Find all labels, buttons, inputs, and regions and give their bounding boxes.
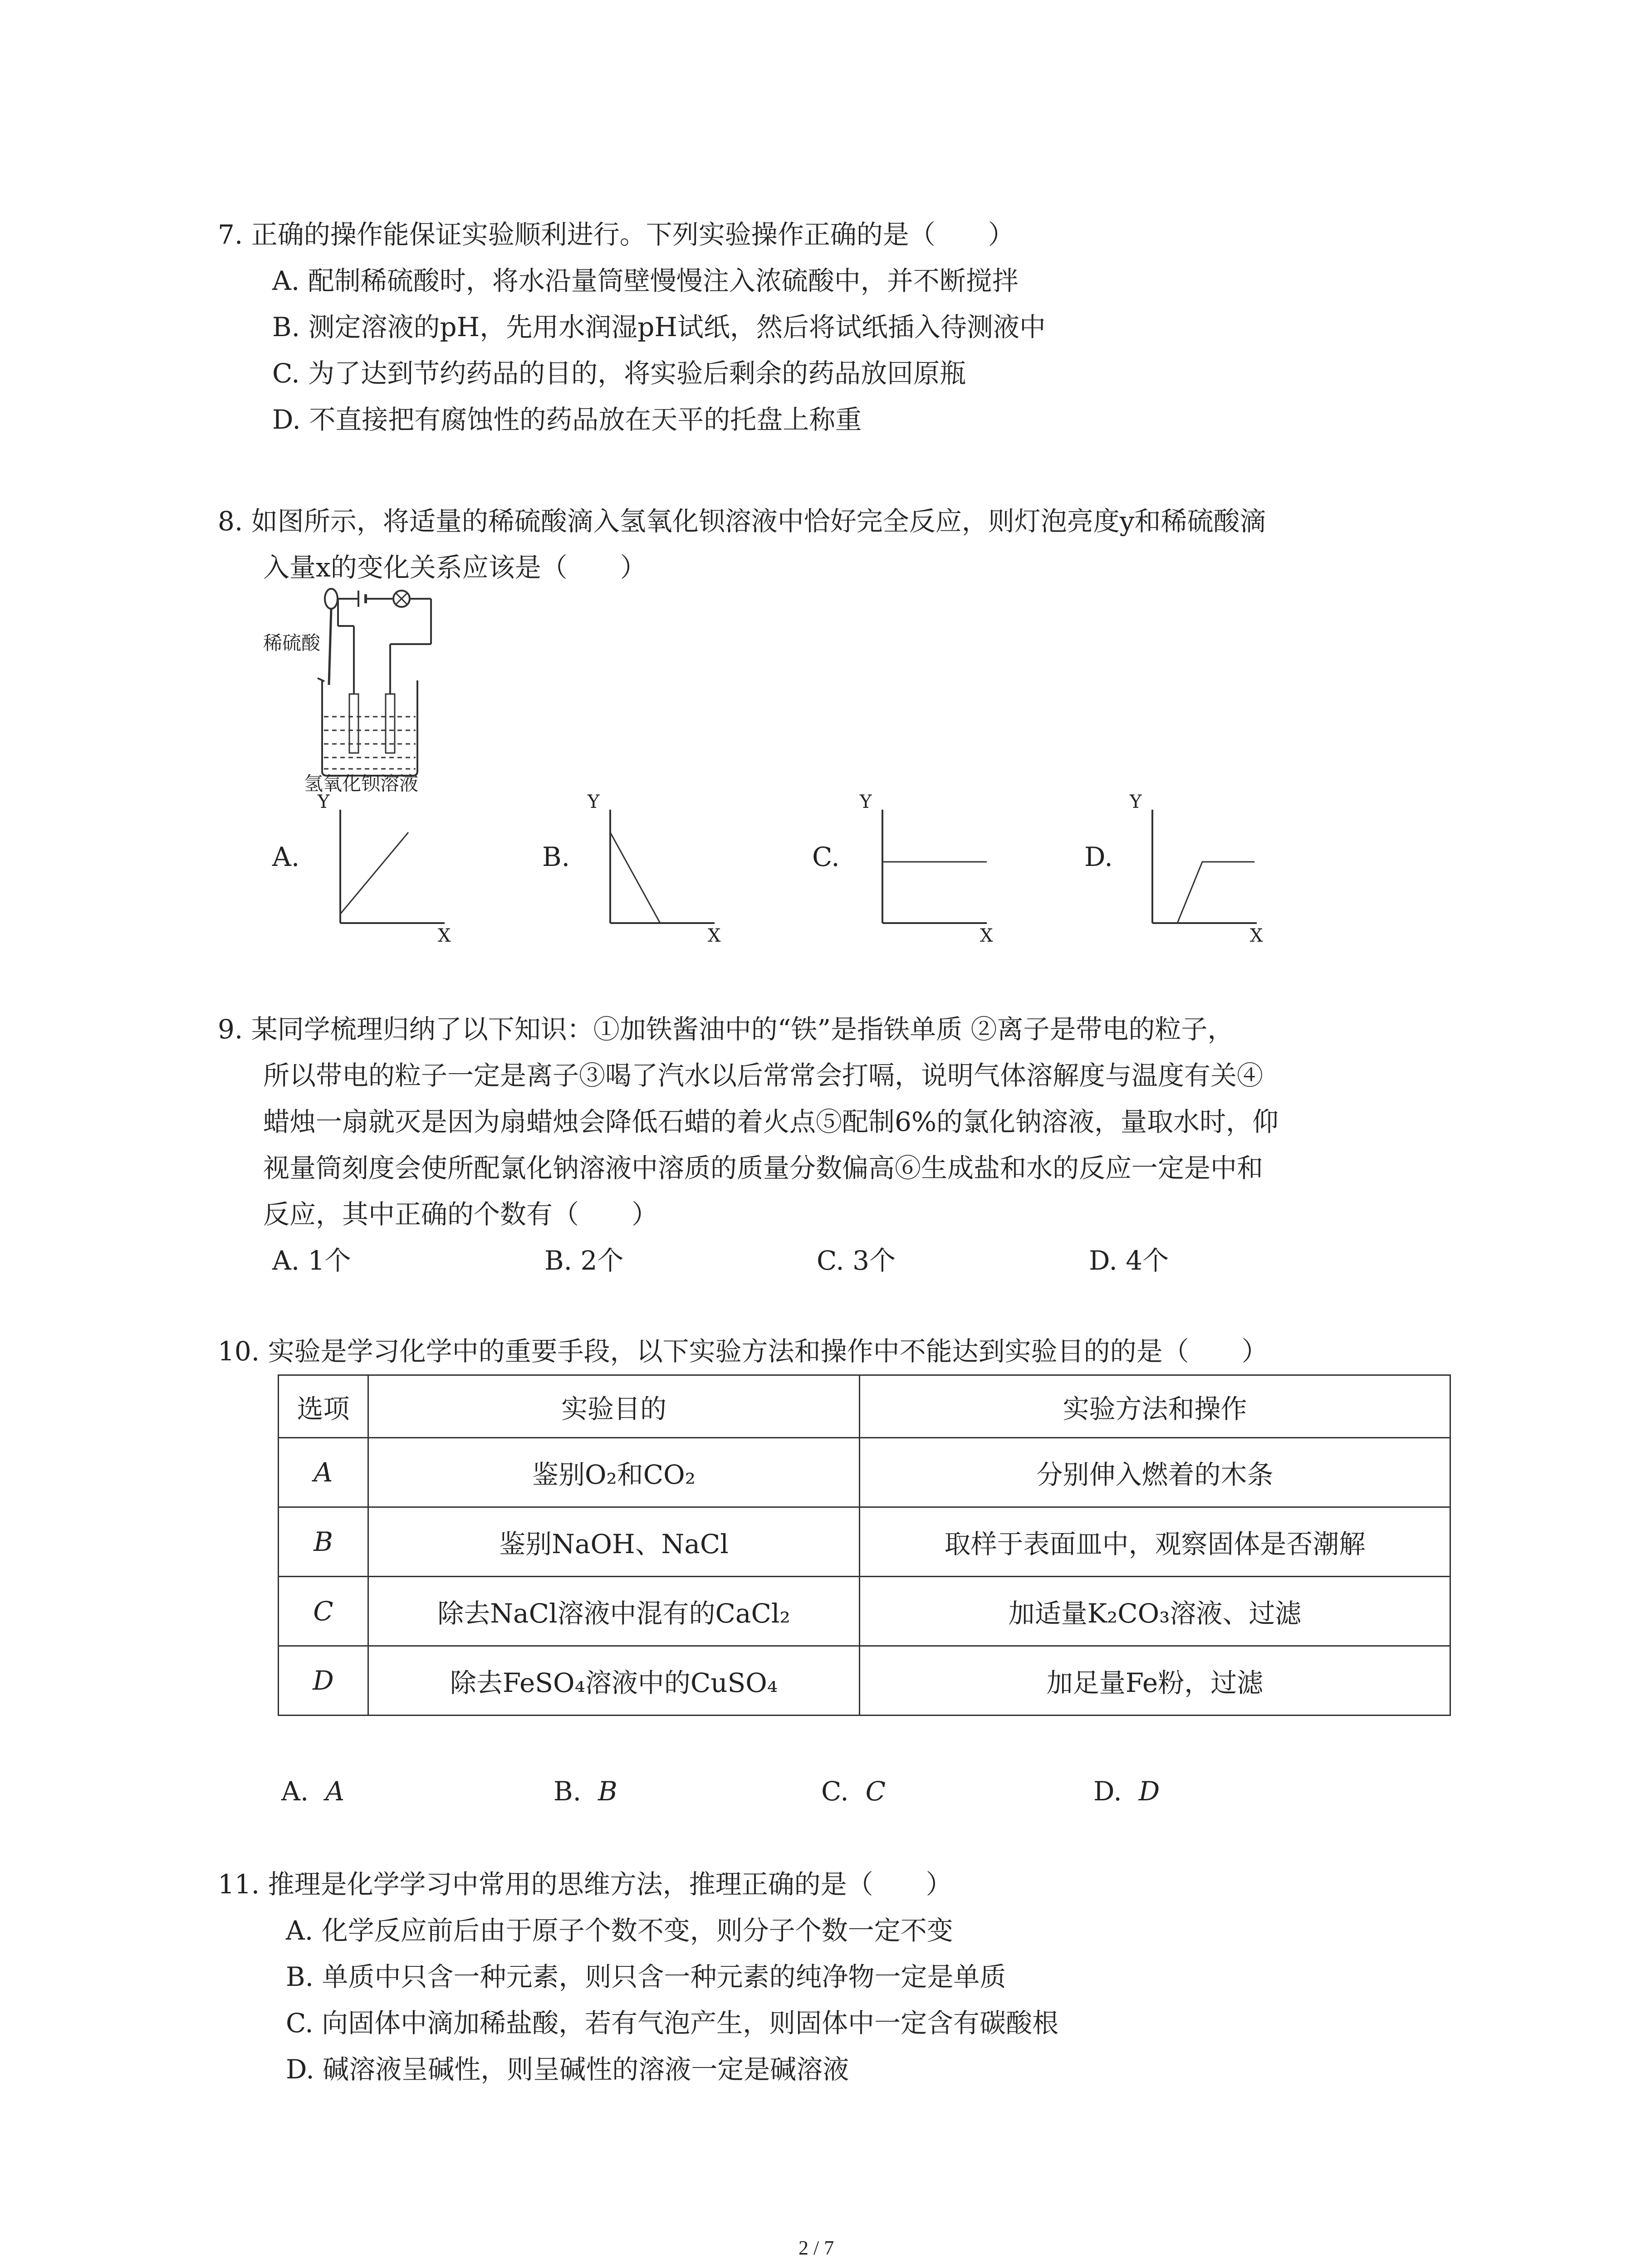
page-number: 2 / 7 — [798, 2237, 834, 2259]
graph-option-c-label: C. — [812, 841, 840, 872]
q10-option-c-prefix: C. — [821, 1776, 849, 1807]
q10-option-d — [1093, 1776, 1160, 1807]
q10-table — [278, 1374, 1451, 1716]
q11-stem: 11. 推理是化学学习中常用的思维方法，推理正确的是（ ） — [218, 1869, 952, 1900]
table-cell-method: 加适量K₂CO₃溶液、过滤 — [860, 1577, 1450, 1646]
table-cell-purpose: 除去NaCl溶液中混有的CaCl₂ — [368, 1577, 860, 1646]
table-row — [279, 1646, 1450, 1716]
q10-option-a — [281, 1776, 345, 1807]
graph-option-d-label: D. — [1084, 841, 1113, 872]
q10-option-a-value: A — [325, 1776, 345, 1807]
q7-option-c: C. 为了达到节约药品的目的，将实验后剩余的药品放回原瓶 — [272, 358, 966, 389]
table-cell-method: 取样于表面皿中，观察固体是否潮解 — [860, 1507, 1450, 1577]
q11-option-b: B. 单质中只含一种元素，则只含一种元素的纯净物一定是单质 — [286, 1961, 1006, 1992]
q7-option-d: D. 不直接把有腐蚀性的药品放在天平的托盘上称重 — [272, 404, 862, 435]
q11-option-c: C. 向固体中滴加稀盐酸，若有气泡产生，则固体中一定含有碳酸根 — [286, 2008, 1059, 2038]
q8-stem-line1: 8. 如图所示，将适量的稀硫酸滴入氢氧化钡溶液中恰好完全反应，则灯泡亮度y和稀硫酸滴 — [218, 506, 1266, 537]
table-row — [279, 1438, 1450, 1507]
q8-stem-line2: 入量x的变化关系应该是（ ） — [263, 552, 647, 583]
graph-a — [318, 792, 467, 946]
table-header-purpose: 实验目的 — [368, 1375, 860, 1438]
table-cell-method: 分别伸入燃着的木条 — [860, 1438, 1450, 1507]
q10-option-c — [821, 1776, 886, 1807]
q10-option-b — [554, 1776, 617, 1807]
q11-option-d: D. 碱溶液呈碱性，则呈碱性的溶液一定是碱溶液 — [286, 2054, 849, 2085]
table-cell-option: C — [279, 1577, 368, 1646]
q10-option-d-value: D — [1138, 1776, 1160, 1807]
table-header-method: 实验方法和操作 — [860, 1375, 1450, 1438]
q9-option-d: D. 4个 — [1089, 1245, 1169, 1276]
q9-option-a: A. 1个 — [272, 1245, 351, 1276]
graph-b — [588, 792, 737, 946]
graph-option-b-label: B. — [542, 841, 570, 872]
q7-option-a: A. 配制稀硫酸时，将水沿量筒壁慢慢注入浓硫酸中，并不断搅拌 — [272, 265, 1019, 296]
q7-stem: 7. 正确的操作能保证实验顺利进行。下列实验操作正确的是（ ） — [218, 219, 1014, 250]
graph-option-a-label: A. — [272, 841, 300, 872]
q11-option-a: A. 化学反应前后由于原子个数不变，则分子个数一定不变 — [286, 1915, 953, 1946]
graph-a-y-label: Y — [318, 792, 330, 812]
table-cell-option: B — [279, 1507, 368, 1577]
graph-c — [860, 792, 1009, 946]
q7-option-b: B. 测定溶液的pH，先用水润湿pH试纸，然后将试纸插入待测液中 — [272, 312, 1046, 342]
label-sulfuric-acid: 稀硫酸 — [263, 632, 321, 654]
q10-stem: 10. 实验是学习化学中的重要手段，以下实验方法和操作中不能达到实验目的的是（ ） — [218, 1336, 1268, 1367]
graph-d-x-label: X — [1250, 925, 1263, 946]
q9-line5: 反应，其中正确的个数有（ ） — [263, 1199, 658, 1230]
q9-line3: 蜡烛一扇就灭是因为扇蜡烛会降低石蜡的着火点⑤配制6%的氯化钠溶液，量取水时，仰 — [263, 1106, 1279, 1137]
q9-option-c: C. 3个 — [817, 1245, 896, 1276]
table-cell-purpose: 除去FeSO₄溶液中的CuSO₄ — [368, 1646, 860, 1716]
table-cell-option: A — [279, 1438, 368, 1507]
table-row — [279, 1507, 1450, 1577]
q10-option-b-value: B — [598, 1776, 617, 1807]
q9-line4: 视量筒刻度会使所配氯化钠溶液中溶质的质量分数偏高⑥生成盐和水的反应一定是中和 — [263, 1153, 1264, 1183]
q10-option-a-prefix: A. — [281, 1776, 309, 1807]
table-cell-option: D — [279, 1646, 368, 1716]
q9-line2: 所以带电的粒子一定是离子③喝了汽水以后常常会打嗝，说明气体溶解度与温度有关④ — [263, 1060, 1264, 1091]
graph-a-x-label: X — [438, 925, 451, 946]
graph-d-y-label: Y — [1130, 792, 1142, 812]
table-header-row — [279, 1375, 1450, 1438]
graph-d — [1130, 792, 1279, 946]
table-cell-purpose: 鉴别O₂和CO₂ — [368, 1438, 860, 1507]
apparatus-drawing — [263, 581, 463, 798]
table-cell-purpose: 鉴别NaOH、NaCl — [368, 1507, 860, 1577]
q9-line1: 9. 某同学梳理归纳了以下知识：①加铁酱油中的“铁”是指铁单质 ②离子是带电的粒子， — [218, 1014, 1234, 1045]
q10-option-d-prefix: D. — [1093, 1776, 1122, 1807]
q9-option-b: B. 2个 — [544, 1245, 624, 1276]
table-row — [279, 1577, 1450, 1646]
apparatus-figure — [263, 581, 463, 798]
table-cell-method: 加足量Fe粉，过滤 — [860, 1646, 1450, 1716]
q10-option-c-value: C — [865, 1776, 886, 1807]
q10-option-b-prefix: B. — [554, 1776, 582, 1807]
graph-c-y-label: Y — [860, 792, 872, 812]
table-header-option: 选项 — [279, 1375, 368, 1438]
graph-c-x-label: X — [980, 925, 993, 946]
label-barium-hydroxide: 氢氧化钡溶液 — [304, 772, 419, 795]
graph-b-x-label: X — [708, 925, 721, 946]
graph-b-y-label: Y — [588, 792, 600, 812]
